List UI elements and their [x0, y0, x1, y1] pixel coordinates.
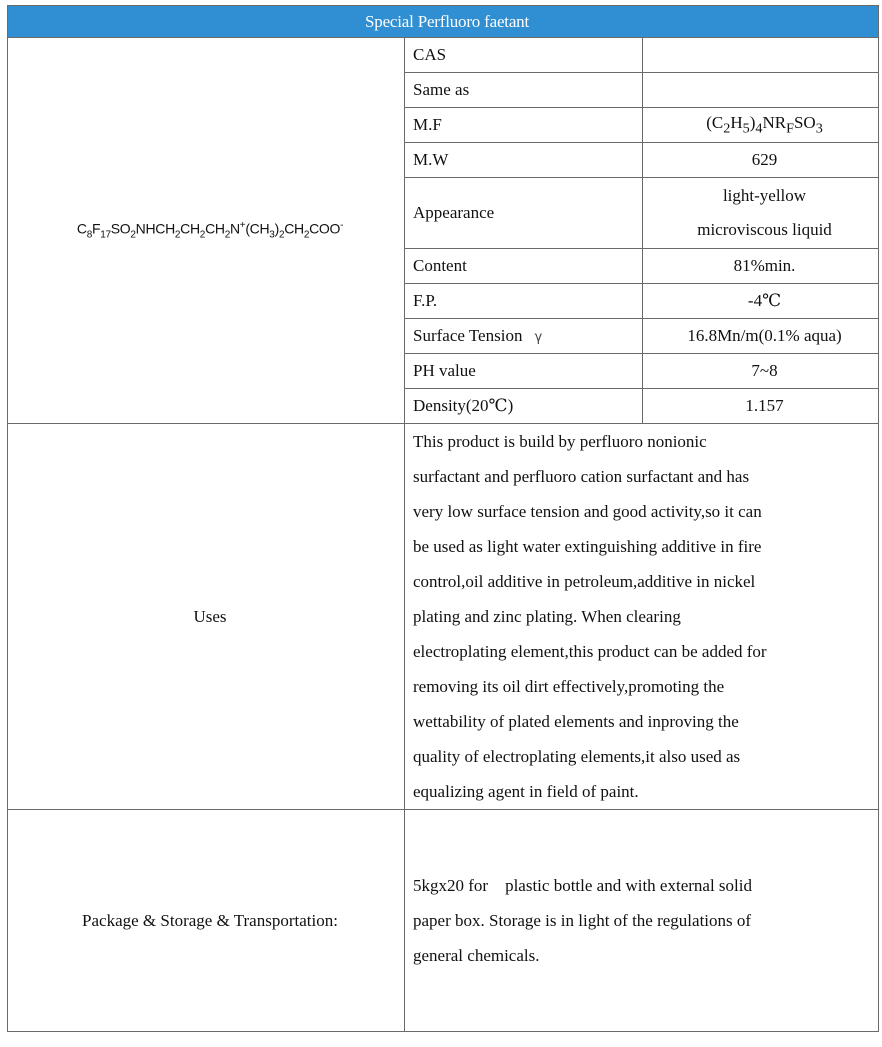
property-value-content: 81%min.	[643, 249, 879, 284]
appearance-line-1: light-yellow	[722, 186, 807, 205]
property-value-ph: 7~8	[643, 354, 879, 389]
property-value-density: 1.157	[643, 389, 879, 424]
gamma-symbol: γ	[534, 330, 543, 345]
appearance-line-2: microviscous liquid	[697, 220, 832, 239]
property-label-mf: M.F	[405, 108, 643, 143]
property-label-density: Density(20℃)	[405, 389, 643, 424]
property-label-appearance: Appearance	[405, 178, 643, 249]
uses-label: Uses	[8, 424, 405, 810]
property-label-surface-tension: Surface Tension γ	[405, 319, 643, 354]
property-row	[8, 38, 879, 73]
property-value-mw: 629	[643, 143, 879, 178]
property-label-same-as: Same as	[405, 73, 643, 108]
table-title: Special Perfluoro faetant	[8, 6, 879, 38]
property-value-surface-tension: 16.8Mn/m(0.1% aqua)	[643, 319, 879, 354]
property-label-mw: M.W	[405, 143, 643, 178]
property-label-fp: F.P.	[405, 284, 643, 319]
spec-table	[7, 5, 879, 1032]
title-row	[8, 6, 879, 38]
property-value-appearance	[643, 178, 879, 249]
uses-description: This product is build by perfluoro nonionic surfactant and perfluoro cation surfactant and has very low surface tension and good activity,so it can be used as light water extinguishing additive in fire control,oil additive in petroleum,additive in nickel plating and zinc plating. When clearing electroplating element,this product can be added for removing its oil dirt effectively,promoting the wettability of plated elements and inproving the quality of electroplating elements,it also used as equalizing agent in field of paint.	[405, 424, 879, 810]
property-value-cas	[643, 38, 879, 73]
package-row	[8, 810, 879, 1032]
product-spec-sheet	[7, 5, 878, 1041]
property-value-fp: -4℃	[643, 284, 879, 319]
uses-row	[8, 424, 879, 810]
property-value-mf: $(C_2H_5)_4NR_FSO_3$	[643, 108, 879, 143]
package-description: 5kgx20 for plastic bottle and with external solid paper box. Storage is in light of the regulations of general chemicals.	[405, 810, 879, 1032]
property-value-same-as	[643, 73, 879, 108]
chemical-formula: $C_8F_{17}SO_2NHCH_2CH_2CH_2N^+(CH_3)_2CH_2COO^-$	[8, 38, 405, 424]
property-label-ph: PH value	[405, 354, 643, 389]
property-label-content: Content	[405, 249, 643, 284]
package-label: Package & Storage & Transportation:	[8, 810, 405, 1032]
property-label-cas: CAS	[405, 38, 643, 73]
